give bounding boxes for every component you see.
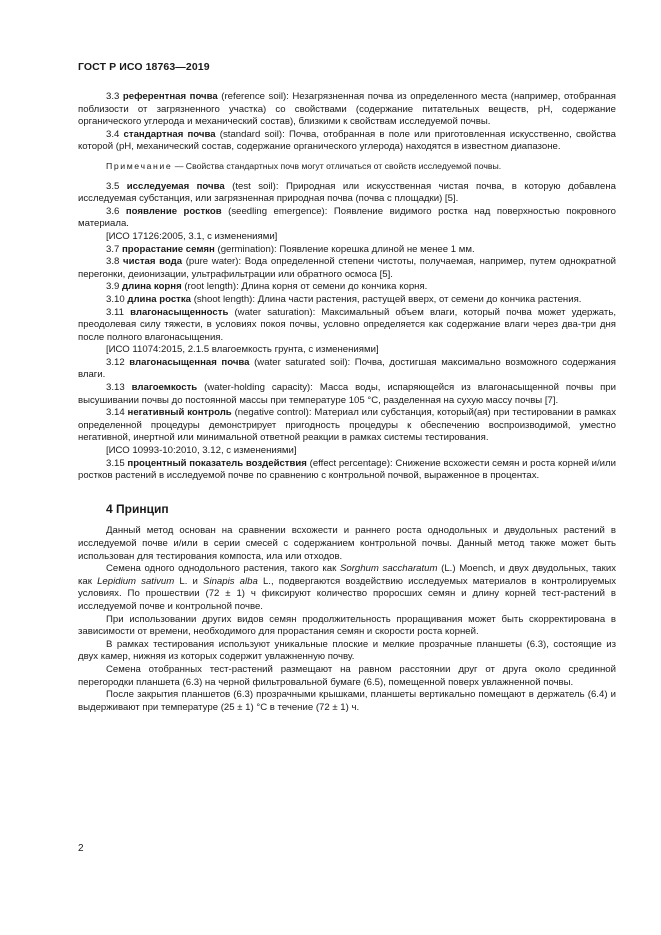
paragraph: Семена отобранных тест-растений размещают на равном расстоянии друг от друга около срединной перегородки планшета (6.3) на черной фильтровальной бумаге (6.5), помещенной поверх увлажненной почвы. (78, 663, 616, 688)
term-name: стандартная почва (123, 128, 216, 140)
term-definition (78, 244, 616, 257)
note-text: — Свойства стандартных почв могут отличаться от свойств исследуемой почвы. (172, 160, 502, 171)
paragraph: Данный метод основан на сравнении всхожести и раннего роста однодольных и двудольных растений в исследуемой почве и/или в серии смесей с содержанием контрольной почвы. Данный метод также может быть использован для тестирования компоста, ила или отходов. (78, 525, 616, 562)
term-number: 3.10 (106, 293, 125, 305)
definitions-block-d (78, 357, 616, 445)
term-definition (78, 307, 616, 345)
term-number: 3.5 (106, 180, 120, 192)
term-definition (78, 256, 616, 281)
term-number: 3.15 (106, 457, 125, 469)
species-name: Sinapis alba (203, 575, 258, 587)
term-number: 3.8 (106, 256, 120, 268)
term-definition (78, 407, 616, 445)
term-text: : Появление видимого ростка над поверхностью покровного материала. (78, 205, 617, 230)
term-english: (negative control) (234, 407, 309, 419)
definitions-block-e (78, 458, 616, 483)
term-number: 3.7 (106, 243, 120, 255)
term-number: 3.4 (106, 128, 120, 140)
term-name: негативный контроль (127, 407, 232, 419)
term-definition (78, 357, 616, 382)
term-text: : Незагрязненная почва из определенного места (например, отобранная поблизости от загрязненного участка) со свойствами (содержание питательных веществ, pH, содержание органического углерода и механический состав), близкими к свойствам исследуемой почвы. (78, 91, 616, 128)
term-text: : Масса воды, испаряющейся из влагонасыщенной почвы при высушивании почвы до постоянной массы при температуре 105 °С, разделенная на сухую массу почвы [7]. (78, 382, 616, 406)
term-text: : Почва, отобранная в поле или приготовленная искусственно, свойства которой (pH, механический состав, содержание органического углерода) находятся в известном диапазоне. (78, 128, 616, 153)
text-run: Семена одного однодольного растения, такого как (106, 563, 340, 575)
term-name: исследуемая почва (126, 180, 225, 192)
text-run: (L.) Moench, и двух двудольных, таких как (78, 563, 616, 587)
term-english: (pure water) (185, 256, 239, 268)
term-english: (test soil) (232, 180, 276, 192)
term-definition (78, 181, 616, 206)
term-name: длина ростка (127, 293, 192, 305)
term-text: : Материал или субстанция, который(ая) при тестировании в рамках определенной процедуры демонстрирует пригодность процедуры к обеспечению воспроизводимой, уместно негативной, инертной или минимальной ответной реакции в рамках системы тестирования. (78, 407, 617, 444)
term-name: чистая вода (123, 256, 183, 268)
term-definition (78, 294, 616, 307)
term-text: : Почва, достигшая максимально возможного содержания влаги. (78, 356, 616, 381)
term-text: : Максимальный объем влаги, который почва может удержать, преодолевая силу тяжести, в условиях покоя почвы, условно определяется как содержание влаги через два-три дня после полного влагонасыщения. (78, 306, 616, 343)
species-name: Lepidium sativum (97, 575, 175, 587)
term-english: (water-holding capacity) (204, 382, 311, 394)
term-number: 3.9 (106, 281, 120, 293)
term-name: референтная почва (122, 91, 218, 102)
text-run: L., подвергаются воздействию исследуемых материалов в контролируемых условиях. По прошествии (72 ± 1) ч фиксируют количество проросших семян и длину корней тест-растений в исследуемой почве и контрольной почве. (78, 575, 617, 612)
term-name: влагонасыщенная почва (129, 356, 250, 368)
note-paragraph (78, 160, 616, 173)
term-name: процентный показатель воздействия (127, 457, 307, 469)
term-text: : Длина части растения, растущей вверх, от семени до кончика растения. (252, 293, 582, 305)
species-name: Sorghum saccharatum (339, 563, 438, 575)
term-number: 3.6 (106, 205, 120, 217)
term-name: появление ростков (125, 205, 222, 217)
term-english: (effect percentage) (309, 457, 391, 469)
term-definition (78, 91, 616, 129)
paragraph: После закрытия планшетов (6.3) прозрачными крышками, планшеты вертикально помещают в держатель (6.4) и выдерживают при температуре (25 ± 1) °С в течение (72 ± 1) ч. (78, 689, 616, 713)
definitions-block-c (78, 244, 616, 345)
term-english: (standard soil) (219, 128, 283, 140)
term-english: (germination) (217, 243, 275, 255)
reference-line: [ИСО 11074:2015, 2.1.5 влагоемкость грунта, с изменениями] (106, 344, 379, 356)
term-name: влагоемкость (131, 382, 198, 394)
paragraph (78, 563, 616, 613)
term-definition (78, 382, 616, 407)
term-english: (water saturated soil) (254, 356, 348, 368)
term-definition (78, 206, 616, 231)
term-text: : Длина корня от семени до кончика корня. (236, 281, 428, 293)
section-heading: 4 Принцип (106, 501, 169, 516)
reference-line: [ИСО 10993-10:2010, 3.12, с изменениями] (106, 445, 297, 457)
page-number: 2 (78, 843, 84, 854)
reference-line: [ИСО 17126:2005, 3.1, с изменениями] (106, 230, 278, 242)
term-english: (shoot length) (193, 293, 253, 305)
document-body (78, 91, 616, 714)
term-number: 3.3 (106, 91, 120, 102)
term-name: прорастание семян (122, 243, 215, 255)
term-definition (78, 129, 616, 154)
paragraph: В рамках тестирования используют уникальные плоские и мелкие прозрачные планшеты (6.3), состоящие из двух камер, нижняя из которых содержит увлажненную почву. (78, 638, 616, 663)
term-text: : Вода определенной степени чистоты, получаемая, например, путем однократной перегонки, деионизации, ультрафильтрации или обратного осмоса [5]. (78, 256, 617, 280)
term-text: : Появление корешка длиной не менее 1 мм. (274, 243, 475, 255)
term-english: (root length) (184, 281, 237, 293)
note-label: Примечание (106, 160, 173, 171)
term-number: 3.11 (106, 306, 124, 318)
paragraph: При использовании других видов семян продолжительность проращивания может быть скорректирована в зависимости от времени, необходимого для прорастания семян и скорости роста корней. (78, 613, 616, 638)
term-text: : Природная или искусственная чистая почва, в которую добавлена исследуемая субстанция, или загрязненная природная почва (почва с площадки) [5]. (78, 180, 616, 205)
term-english: (water saturation) (234, 306, 313, 318)
term-number: 3.13 (106, 382, 125, 394)
term-definition (78, 281, 616, 294)
term-name: длина корня (122, 281, 182, 293)
term-english: (reference soil) (221, 91, 287, 102)
term-number: 3.12 (106, 356, 125, 368)
term-text: : Снижение всхожести семян и роста корней и/или ростков растений в исследуемой почве по сравнению с контрольной почвой, выраженное в процентах. (78, 457, 616, 482)
document-header: ГОСТ Р ИСО 18763—2019 (78, 61, 210, 73)
term-name: влагонасыщенность (130, 306, 229, 318)
definitions-block-a (78, 91, 616, 154)
definitions-block-b (78, 181, 616, 231)
term-number: 3.14 (106, 407, 125, 419)
term-definition (78, 458, 616, 483)
text-run: L. и (174, 575, 204, 587)
term-english: (seedling emergence) (228, 205, 325, 217)
